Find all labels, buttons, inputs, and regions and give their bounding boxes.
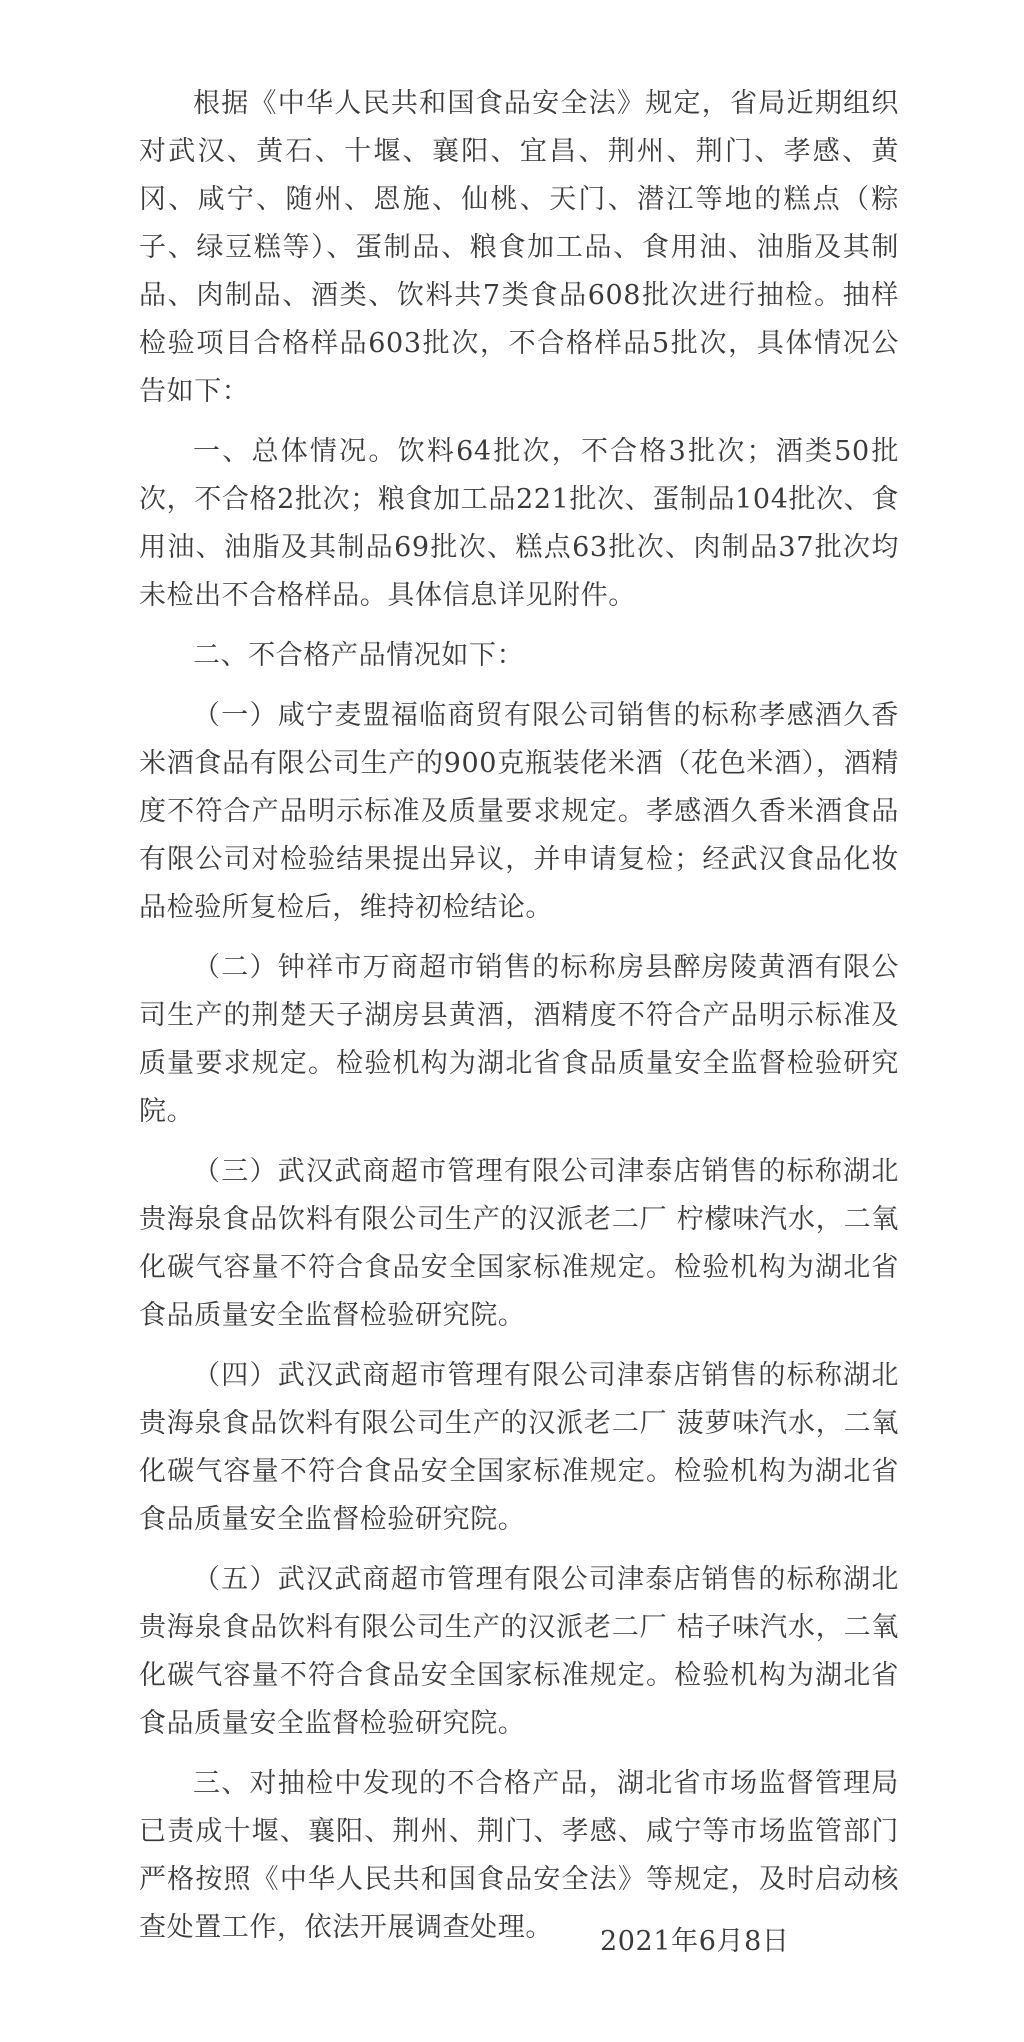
paragraph-item-3: （三）武汉武商超市管理有限公司津泰店销售的标称湖北贵海泉食品饮料有限公司生产的汉派老二厂 柠檬味汽水，二氧化碳气容量不符合食品安全国家标准规定。检验机构为湖北省食品质量安全监督检验研究院。 <box>139 1156 899 1331</box>
paragraph-intro: 根据《中华人民共和国食品安全法》规定，省局近期组织对武汉、黄石、十堰、襄阳、宜昌、荆州、荆门、孝感、黄冈、咸宁、随州、恩施、仙桃、天门、潜江等地的糕点（粽子、绿豆糕等）、蛋制品、粮食加工品、食用油、油脂及其制品、肉制品、酒类、饮料共7类食品608批次进行抽检。抽样检验项目合格样品603批次，不合格样品5批次，具体情况公告如下： <box>139 88 899 407</box>
paragraph-handling: 三、对抽检中发现的不合格产品，湖北省市场监督管理局已责成十堰、襄阳、荆州、荆门、孝感、咸宁等市场监管部门严格按照《中华人民共和国食品安全法》等规定，及时启动核查处置工作，依法开展调查处理。 <box>139 1768 899 1943</box>
paragraph-item-4: （四）武汉武商超市管理有限公司津泰店销售的标称湖北贵海泉食品饮料有限公司生产的汉派老二厂 菠萝味汽水，二氧化碳气容量不符合食品安全国家标准规定。检验机构为湖北省食品质量安全监督检验研究院。 <box>139 1360 899 1535</box>
document-date: 2021年6月8日 <box>600 1926 790 1957</box>
paragraph-overall: 一、总体情况。饮料64批次，不合格3批次；酒类50批次，不合格2批次；粮食加工品221批次、蛋制品104批次、食用油、油脂及其制品69批次、糕点63批次、肉制品37批次均未检出不合格样品。具体信息详见附件。 <box>139 436 899 611</box>
paragraph-item-2: （二）钟祥市万商超市销售的标称房县醉房陵黄酒有限公司生产的荆楚天子湖房县黄酒，酒精度不符合产品明示标准及质量要求规定。检验机构为湖北省食品质量安全监督检验研究院。 <box>139 952 899 1127</box>
paragraph-nonconforming-heading: 二、不合格产品情况如下： <box>193 640 525 671</box>
paragraph-item-1: （一）咸宁麦盟福临商贸有限公司销售的标称孝感酒久香米酒食品有限公司生产的900克瓶装佬米酒（花色米酒），酒精度不符合产品明示标准及质量要求规定。孝感酒久香米酒食品有限公司对检验结果提出异议，并申请复检；经武汉食品化妆品检验所复检后，维持初检结论。 <box>139 700 899 923</box>
document-body <box>139 80 899 1964</box>
paragraph-item-5: （五）武汉武商超市管理有限公司津泰店销售的标称湖北贵海泉食品饮料有限公司生产的汉派老二厂 桔子味汽水，二氧化碳气容量不符合食品安全国家标准规定。检验机构为湖北省食品质量安全监督检验研究院。 <box>139 1564 899 1739</box>
